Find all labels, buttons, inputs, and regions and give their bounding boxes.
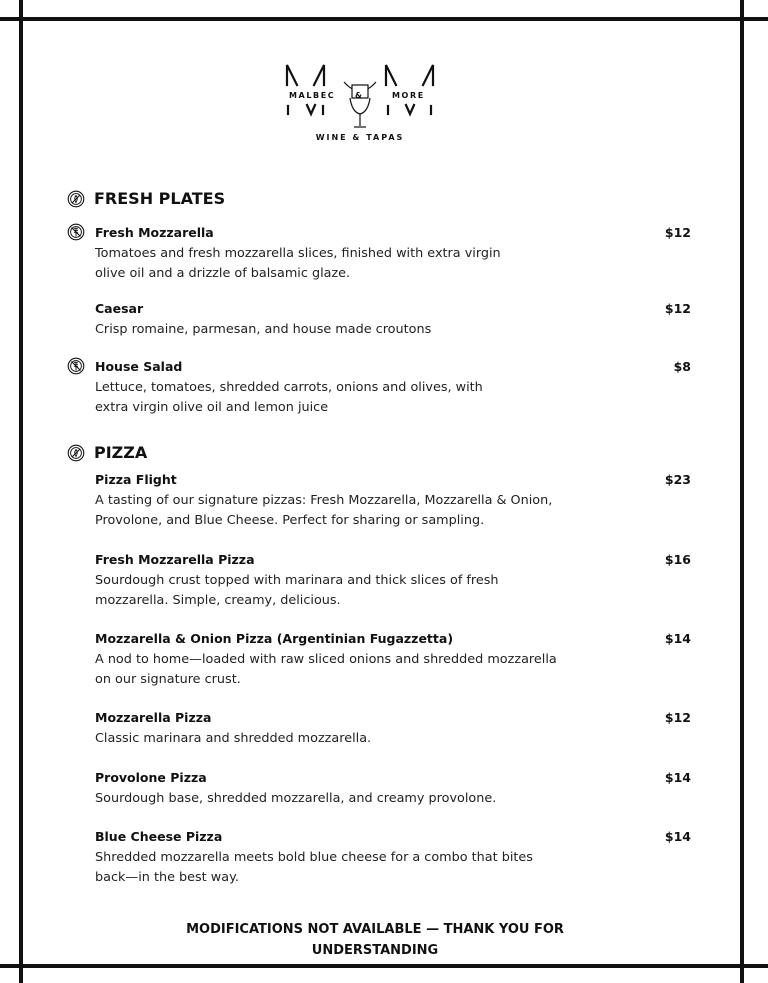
item-name: Pizza Flight xyxy=(95,472,177,487)
frame-bottom-border xyxy=(0,964,768,968)
item-name: Provolone Pizza xyxy=(95,770,207,785)
section-title: FRESH PLATES xyxy=(94,189,226,208)
logo-word-malbec: MALBEC xyxy=(289,91,336,100)
item-price: $8 xyxy=(673,359,691,374)
item-price: $12 xyxy=(664,225,691,240)
item-price: $12 xyxy=(664,301,691,316)
item-name: Fresh Mozzarella xyxy=(95,225,214,240)
item-description: Sourdough crust topped with marinara and thick slices of fresh mozzarella. Simple, creamy, delicious. xyxy=(95,573,499,608)
section-heading-pizza xyxy=(67,443,147,462)
no-sign-icon xyxy=(67,444,85,462)
item-price: $12 xyxy=(664,710,691,725)
item-price: $14 xyxy=(664,829,691,844)
menu-item-mozzarella-onion-pizza xyxy=(95,631,695,690)
menu-item-mozzarella-pizza xyxy=(95,710,695,749)
menu-item-fresh-mozzarella-pizza xyxy=(95,552,695,611)
no-wheat-icon xyxy=(67,357,85,375)
item-description: A tasting of our signature pizzas: Fresh Mozzarella, Mozzarella & Onion, Provolone, and Blue Cheese. Perfect for sharing or sampling. xyxy=(95,493,553,528)
item-name: Fresh Mozzarella Pizza xyxy=(95,552,255,567)
item-description: Shredded mozzarella meets bold blue cheese for a combo that bites back—in the best way. xyxy=(95,850,533,885)
section-title: PIZZA xyxy=(94,443,148,462)
frame-right-border xyxy=(740,0,744,983)
item-description: Sourdough base, shredded mozzarella, and creamy provolone. xyxy=(95,791,497,806)
no-sign-icon xyxy=(67,190,85,208)
item-name: House Salad xyxy=(95,359,183,374)
item-price: $23 xyxy=(664,472,691,487)
frame-left-border xyxy=(19,0,23,983)
logo-ampersand: & xyxy=(355,91,362,100)
menu-item-fresh-mozzarella xyxy=(95,225,695,284)
logo-word-more: MORE xyxy=(392,91,425,100)
item-name: Caesar xyxy=(95,301,144,316)
no-wheat-icon xyxy=(67,223,85,241)
menu-item-house-salad xyxy=(95,359,695,418)
section-heading-fresh-plates xyxy=(67,189,225,208)
modifications-notice: MODIFICATIONS NOT AVAILABLE — THANK YOU FOR UNDERSTANDING xyxy=(186,922,564,958)
item-description: Lettuce, tomatoes, shredded carrots, onions and olives, with extra virgin olive oil and lemon juice xyxy=(95,380,483,415)
menu-item-caesar xyxy=(95,301,695,340)
item-description: A nod to home—loaded with raw sliced onions and shredded mozzarella on our signature crust. xyxy=(95,652,557,687)
brand-logo xyxy=(280,60,440,148)
logo-tagline: WINE & TAPAS xyxy=(315,133,405,142)
item-price: $14 xyxy=(664,770,691,785)
item-name: Mozzarella & Onion Pizza (Argentinian Fugazzetta) xyxy=(95,631,454,646)
item-description: Crisp romaine, parmesan, and house made croutons xyxy=(95,322,432,337)
item-description: Classic marinara and shredded mozzarella. xyxy=(95,731,372,746)
item-name: Blue Cheese Pizza xyxy=(95,829,223,844)
item-price: $16 xyxy=(664,552,691,567)
menu-item-blue-cheese-pizza xyxy=(95,829,695,888)
item-name: Mozzarella Pizza xyxy=(95,710,212,725)
menu-item-pizza-flight xyxy=(95,472,695,531)
frame-top-border xyxy=(0,17,768,21)
menu-item-provolone-pizza xyxy=(95,770,695,809)
item-price: $14 xyxy=(664,631,691,646)
item-description: Tomatoes and fresh mozzarella slices, finished with extra virgin olive oil and a drizzle of balsamic glaze. xyxy=(95,246,501,281)
